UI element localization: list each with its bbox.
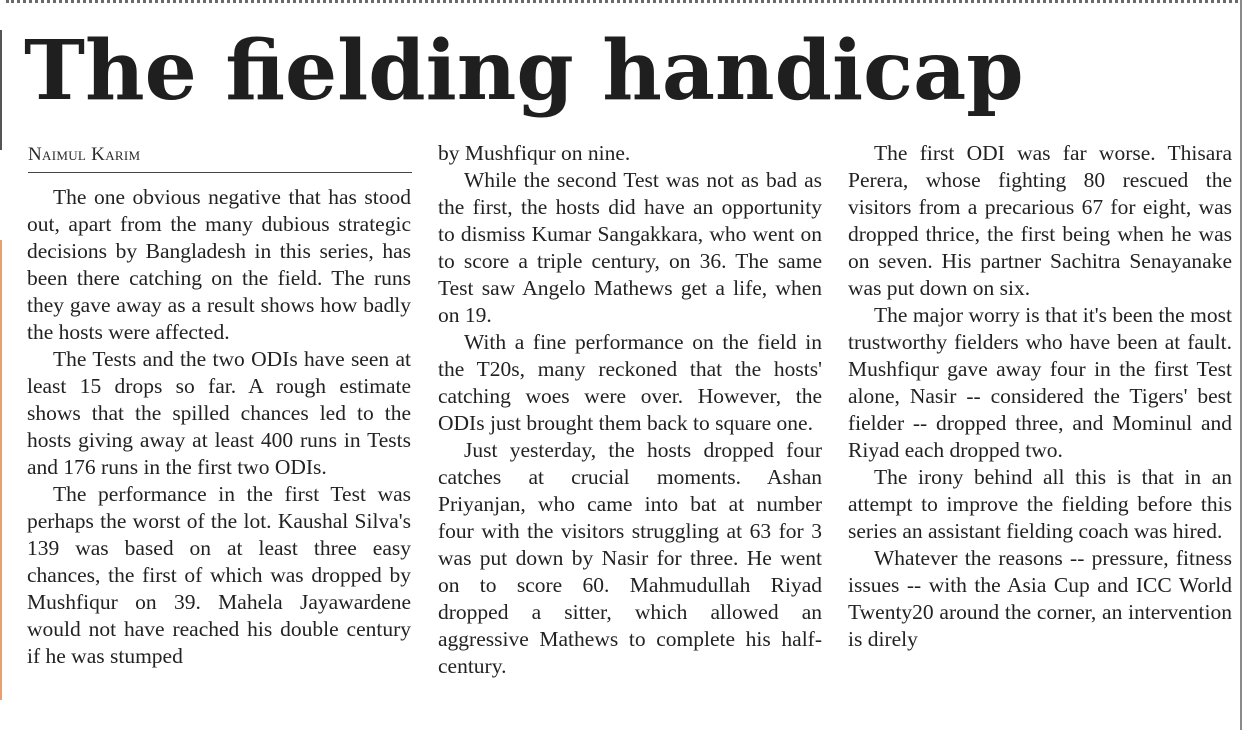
paragraph: The performance in the first Test was perhaps the worst of the lot. Kaushal Silva's 139 was based on at least three easy chances, the first of which was dropped by Mushfiqur on 39. Mahela Jayawardene would not have reached his double century if he was stumped xyxy=(27,482,411,668)
right-column-rule xyxy=(1240,0,1242,730)
paragraph: The major worry is that it's been the most trustworthy fielders who have been at fault. Mushfiqur gave away four in the first Test alone, Nasir -- considered the Tigers' best fielder -- dropped three, and Mominul and Riyad each dropped two. xyxy=(848,303,1232,462)
paragraph: While the second Test was not as bad as the first, the hosts did have an opportunity to dismiss Kumar Sangakkara, who went on to score a triple century, on 36. The same Test saw Angelo Mathews get a life, when on 19. xyxy=(438,168,822,327)
left-edge-mark xyxy=(0,30,2,150)
paragraph: The first ODI was far worse. Thisara Perera, whose fighting 80 rescued the visitors from a precarious 67 for eight, was dropped thrice, the first being when he was on seven. His partner Sachitra Senayanake was put down on six. xyxy=(848,141,1232,300)
byline-rule xyxy=(28,172,412,173)
article-column-1 xyxy=(27,184,411,670)
article-column-3 xyxy=(848,140,1232,653)
paragraph: The irony behind all this is that in an attempt to improve the fielding before this series an assistant fielding coach was hired. xyxy=(848,465,1232,543)
paragraph: The one obvious negative that has stood out, apart from the many dubious strategic decisions by Bangladesh in this series, has been there catching on the field. The runs they gave away as a result shows how badly the hosts were affected. xyxy=(27,185,411,344)
top-dotted-border xyxy=(6,0,1238,11)
byline: Naimul Karim xyxy=(28,144,141,165)
left-edge-accent xyxy=(0,240,2,700)
paragraph-continuation: by Mushfiqur on nine. xyxy=(438,141,631,165)
paragraph: Just yesterday, the hosts dropped four catches at crucial moments. Ashan Priyanjan, who came into bat at number four with the visitors struggling at 63 for 3 was put down by Nasir for three. He went on to score 60. Mahmudullah Riyad dropped a sitter, which allowed an aggressive Mathews to complete his half-century. xyxy=(438,438,822,678)
paragraph: With a fine performance on the field in the T20s, many reckoned that the hosts' catching woes were over. However, the ODIs just brought them back to square one. xyxy=(438,330,822,435)
paragraph: Whatever the reasons -- pressure, fitness issues -- with the Asia Cup and ICC World Twenty20 around the corner, an intervention is direly xyxy=(848,546,1232,651)
article-column-2 xyxy=(438,140,822,680)
headline: The fielding handicap xyxy=(24,23,1024,119)
paragraph: The Tests and the two ODIs have seen at least 15 drops so far. A rough estimate shows that the spilled chances led to the hosts giving away at least 400 runs in Tests and 176 runs in the first two ODIs. xyxy=(27,347,411,479)
